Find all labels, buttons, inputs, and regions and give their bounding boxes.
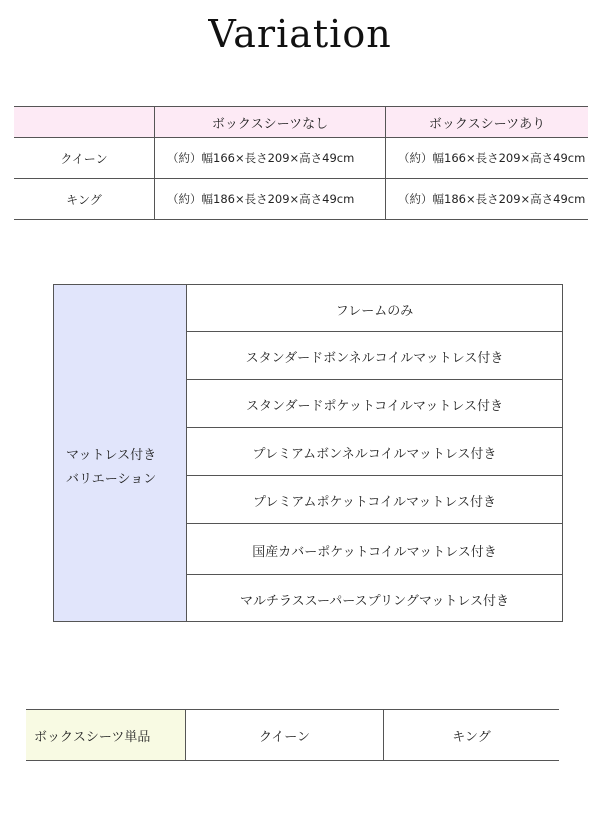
mattress-variation-label-line2: バリエーション — [66, 472, 157, 487]
size-table — [14, 106, 588, 220]
box-sheet-king: キング — [452, 729, 491, 745]
mattress-variation-label — [54, 285, 187, 621]
box-sheet-queen: クイーン — [186, 710, 384, 760]
variation-premium-pocket: プレミアムポケットコイルマットレス付き — [187, 476, 562, 524]
size-name-king: キング — [14, 179, 155, 220]
mattress-variation-table — [53, 284, 563, 622]
header-with-box-sheet: ボックスシーツあり — [386, 107, 589, 138]
box-sheet-single-table — [26, 709, 559, 761]
variation-standard-bonnell: スタンダードボンネルコイルマットレス付き — [187, 332, 562, 380]
size-name-queen: クイーン — [14, 138, 155, 179]
header-empty-cell — [14, 107, 155, 138]
page-title: Variation — [208, 12, 392, 56]
mattress-variation-list — [187, 285, 562, 621]
table-row — [14, 179, 588, 220]
queen-without-dimensions: （約）幅166×長さ209×高さ49cm — [155, 138, 386, 179]
variation-standard-pocket: スタンダードポケットコイルマットレス付き — [187, 380, 562, 428]
mattress-variation-label-line1: マットレス付き — [66, 448, 157, 463]
table-row — [14, 138, 588, 179]
king-without-dimensions: （約）幅186×長さ209×高さ49cm — [155, 179, 386, 220]
header-without-box-sheet: ボックスシーツなし — [155, 107, 386, 138]
box-sheet-single-label: ボックスシーツ単品 — [26, 710, 186, 760]
size-table-header — [14, 107, 588, 138]
variation-premium-bonnell: プレミアムボンネルコイルマットレス付き — [187, 428, 562, 476]
variation-multi-lath-super-spring: マルチラススーパースプリングマットレス付き — [240, 593, 509, 609]
variation-domestic-cover-pocket: 国産カバーポケットコイルマットレス付き — [187, 524, 562, 575]
queen-with-dimensions: （約）幅166×長さ209×高さ49cm — [386, 138, 589, 179]
king-with-dimensions: （約）幅186×長さ209×高さ49cm — [386, 179, 589, 220]
variation-frame-only: フレームのみ — [187, 285, 562, 332]
